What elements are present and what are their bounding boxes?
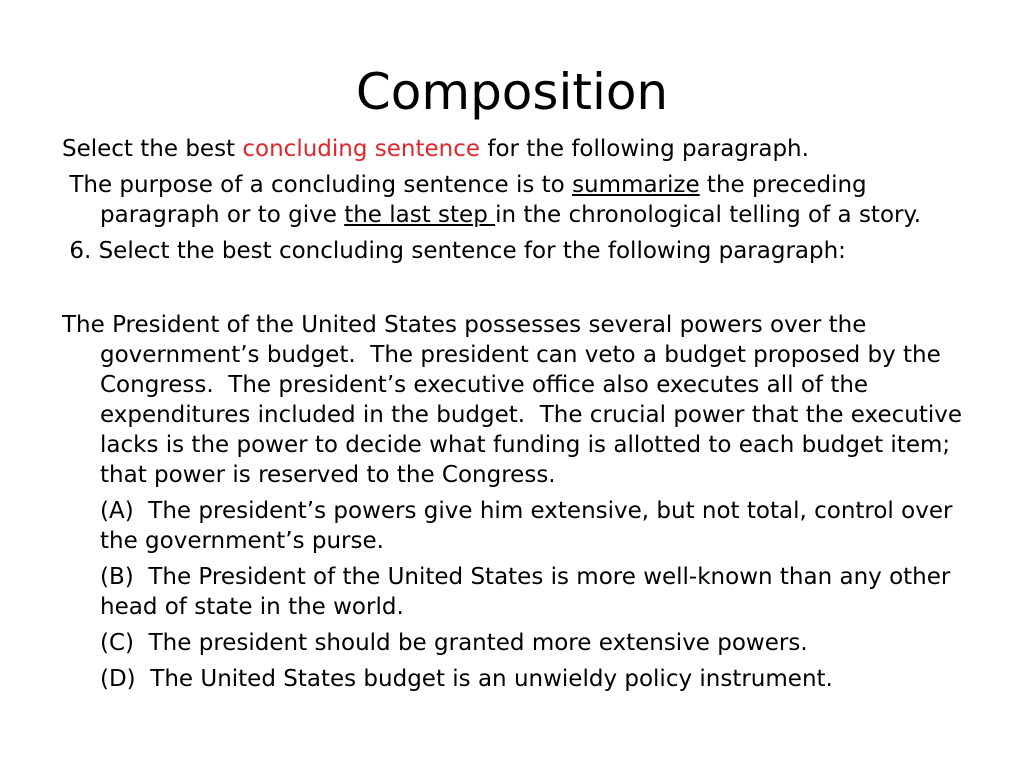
definition-paragraph [62,170,972,230]
instruction-line [62,134,972,164]
option-a: (A) The president’s powers give him extensive, but not total, control over the government’s purse. [100,498,960,554]
definition-part2: the preceding paragraph or to give [100,172,874,228]
option-b: (B) The President of the United States is more well-known than any other head of state in the world. [100,564,958,620]
slide-title: Composition [355,63,669,121]
option-c: (C) The president should be granted more extensive powers. [100,630,808,656]
instruction-prefix: Select the best [62,136,243,162]
question-line: 6. Select the best concluding sentence for the following paragraph: [62,238,846,264]
instruction-suffix: for the following paragraph. [480,136,809,162]
slide-body [62,134,972,694]
definition-part1: The purpose of a concluding sentence is to [62,172,573,198]
definition-underline-summarize: summarize [572,172,700,198]
definition-underline-last-step: the last step [344,202,496,228]
passage-paragraph: The President of the United States possesses several powers over the government’s budget. The president can veto a budget proposed by the Congress. The president’s executive office also executes all of the expenditures included in the budget. The crucial power that the executive lacks is the power to decide what funding is allotted to each budget item; that power is reserved to the Congress. [62,312,970,488]
definition-part3: in the chronological telling of a story. [495,202,922,228]
option-d: (D) The United States budget is an unwieldy policy instrument. [100,666,833,692]
instruction-highlight: concluding sentence [242,136,481,162]
